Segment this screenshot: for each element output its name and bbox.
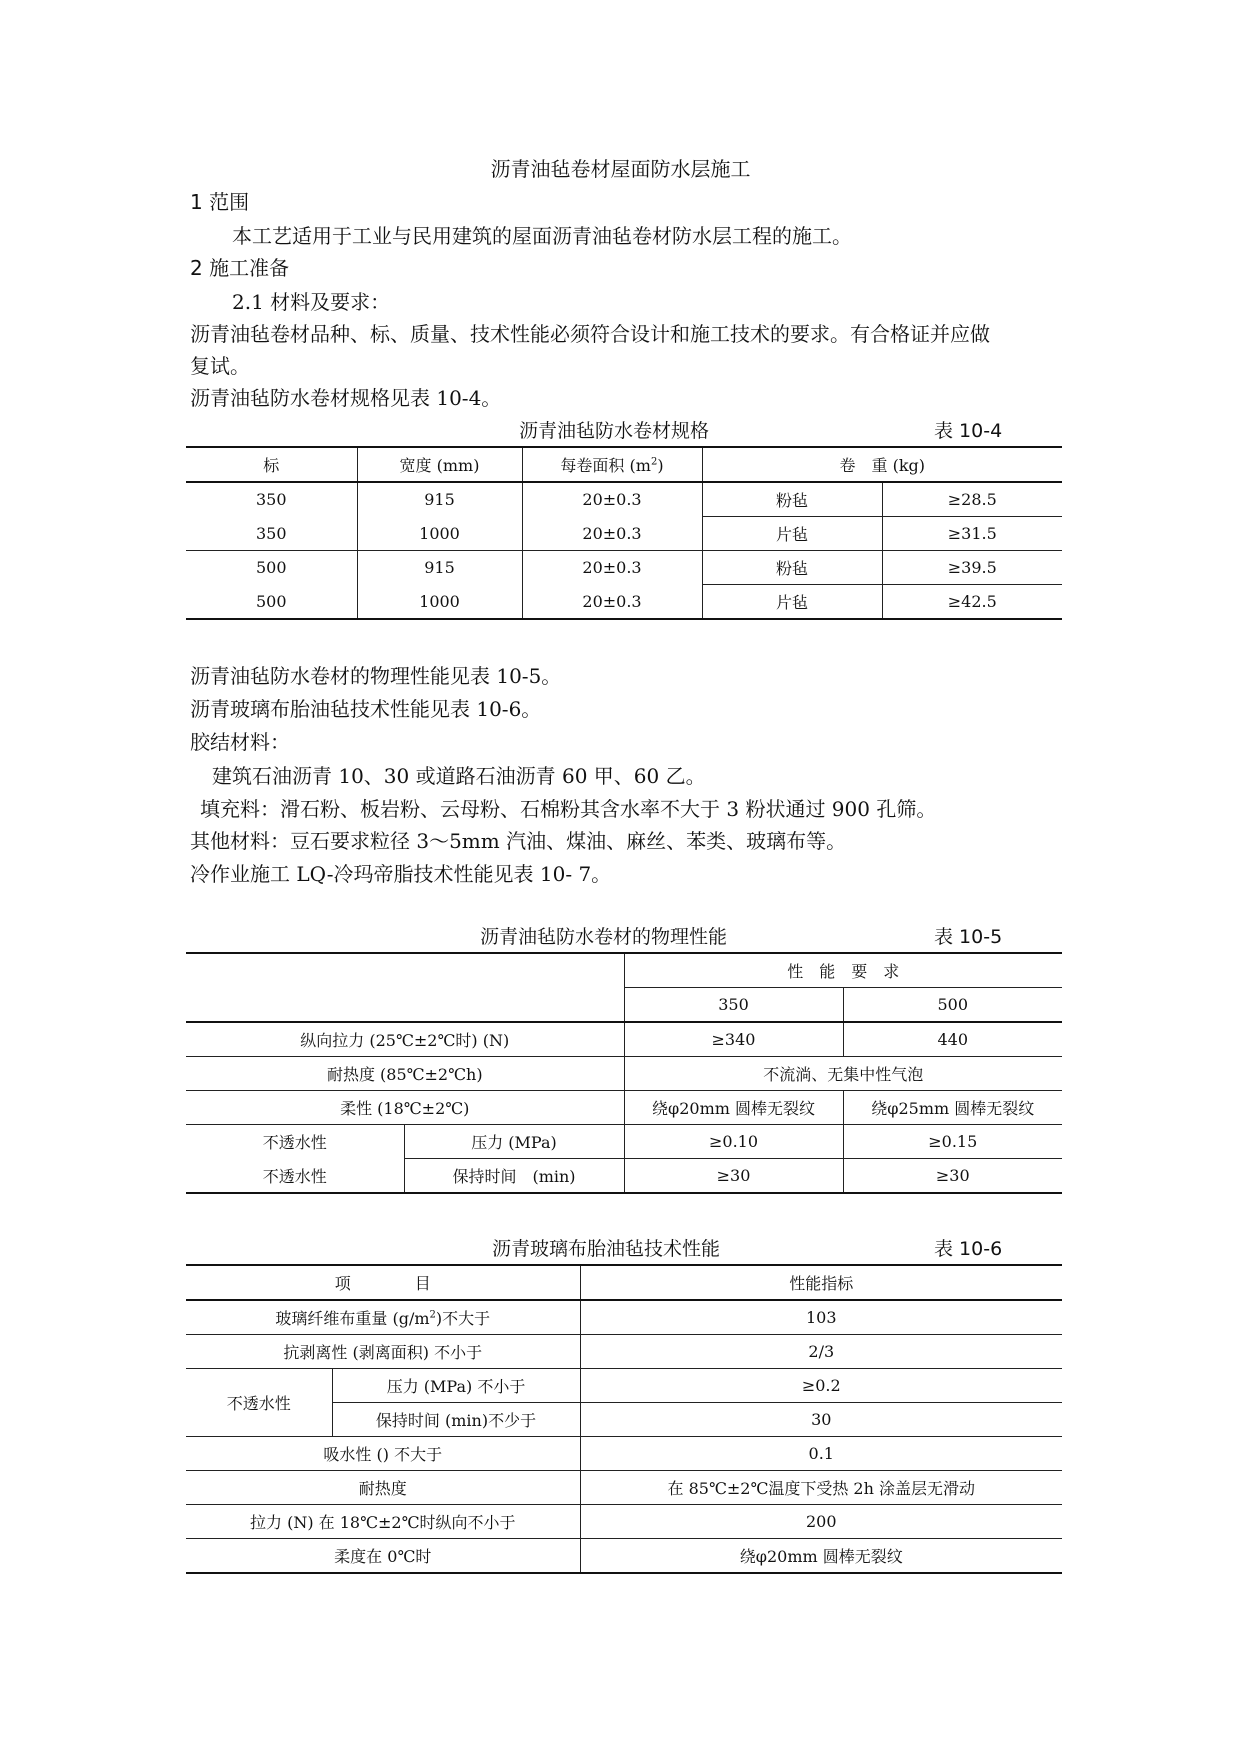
- table-cell: 915: [357, 551, 522, 585]
- table-4-caption: 沥青油毡防水卷材规格: [519, 420, 710, 442]
- header-cell: 项 目: [186, 1265, 580, 1300]
- header-cell: 标: [186, 447, 357, 482]
- table-cell: 1000: [357, 585, 522, 620]
- table-row: [186, 1300, 1062, 1335]
- table-cell: 20±0.3: [522, 585, 702, 620]
- paragraph: 沥青油毡卷材品种、标、质量、技术性能必须符合设计和施工技术的要求。有合格证并应做: [190, 322, 990, 346]
- table-row: [186, 585, 1062, 620]
- table-cell: 压力 (MPa) 不小于: [332, 1369, 580, 1403]
- table-6-number: 表 10-6: [934, 1238, 1003, 1260]
- table-cell: ≥30: [843, 1159, 1062, 1194]
- section-1-body: 本工艺适用于工业与民用建筑的屋面沥青油毡卷材防水层工程的施工。: [232, 224, 852, 248]
- paragraph: 其他材料：豆石要求粒径 3～5mm 汽油、煤油、麻丝、苯类、玻璃布等。: [190, 829, 847, 853]
- header-cell: [186, 953, 624, 1022]
- table-row: [186, 1437, 1062, 1471]
- table-6: [186, 1264, 1062, 1574]
- table-cell: ≥42.5: [882, 585, 1062, 620]
- paragraph: 复试。: [190, 354, 250, 378]
- table-5-number: 表 10-5: [934, 926, 1003, 948]
- table-cell: 不透水性: [186, 1125, 404, 1159]
- table-header-row: [186, 447, 1062, 482]
- header-cell: 性 能 要 求: [624, 953, 1062, 988]
- paragraph: 胶结材料：: [190, 730, 290, 754]
- table-row: [186, 482, 1062, 517]
- table-row: [186, 551, 1062, 585]
- table-cell: 103: [580, 1300, 1062, 1335]
- table-4-number: 表 10-4: [934, 420, 1003, 442]
- table-cell: 粉毡: [702, 551, 882, 585]
- table-cell: 吸水性 () 不大于: [186, 1437, 580, 1471]
- table-cell: 柔度在 0℃时: [186, 1539, 580, 1574]
- table-cell: 不透水性: [186, 1369, 332, 1437]
- header-cell: 性能指标: [580, 1265, 1062, 1300]
- table-cell: 在 85℃±2℃温度下受热 2h 涂盖层无滑动: [580, 1471, 1062, 1505]
- table-cell: 片毡: [702, 517, 882, 551]
- table-cell: ≥0.2: [580, 1369, 1062, 1403]
- table-cell: 2/3: [580, 1335, 1062, 1369]
- table-row: [186, 517, 1062, 551]
- table-cell: 抗剥离性 (剥离面积) 不小于: [186, 1335, 580, 1369]
- section-2-heading: 2 施工准备: [190, 256, 290, 280]
- table-cell: ≥30: [624, 1159, 843, 1194]
- header-cell: 350: [624, 988, 843, 1023]
- table-cell: 耐热度: [186, 1471, 580, 1505]
- table-5: [186, 952, 1062, 1194]
- table-row: [186, 1471, 1062, 1505]
- document-title: 沥青油毡卷材屋面防水层施工: [490, 157, 751, 181]
- table-cell: ≥31.5: [882, 517, 1062, 551]
- table-cell: 不流淌、无集中性气泡: [624, 1057, 1062, 1091]
- table-cell: 拉力 (N) 在 18℃±2℃时纵向不小于: [186, 1505, 580, 1539]
- table-cell: 绕φ20mm 圆棒无裂纹: [580, 1539, 1062, 1574]
- paragraph: 建筑石油沥青 10、30 或道路石油沥青 60 甲、60 乙。: [212, 764, 706, 788]
- table-cell: 30: [580, 1403, 1062, 1437]
- table-row: [186, 1125, 1062, 1159]
- paragraph: 沥青油毡防水卷材规格见表 10-4。: [190, 386, 502, 410]
- table-cell: 不透水性: [186, 1159, 404, 1194]
- table-cell: ≥0.10: [624, 1125, 843, 1159]
- table-cell: 500: [186, 585, 357, 620]
- table-row: [186, 1159, 1062, 1194]
- table-row: [186, 1369, 1062, 1403]
- table-cell: 保持时间 (min)不少于: [332, 1403, 580, 1437]
- section-2-1-heading: 2.1 材料及要求：: [232, 290, 391, 314]
- table-cell: 绕φ20mm 圆棒无裂纹: [624, 1091, 843, 1125]
- table-row: [186, 1022, 1062, 1057]
- table-cell: 片毡: [702, 585, 882, 620]
- table-header-row: [186, 1265, 1062, 1300]
- table-cell: 保持时间 (min): [404, 1159, 624, 1194]
- table-cell: 柔性 (18℃±2℃): [186, 1091, 624, 1125]
- table-cell: 350: [186, 482, 357, 517]
- header-cell: 500: [843, 988, 1062, 1023]
- table-cell: ≥28.5: [882, 482, 1062, 517]
- paragraph: 沥青油毡防水卷材的物理性能见表 10-5。: [190, 664, 562, 688]
- header-cell: 宽度 (mm): [357, 447, 522, 482]
- table-row: [186, 1505, 1062, 1539]
- table-cell: 20±0.3: [522, 517, 702, 551]
- table-cell: ≥39.5: [882, 551, 1062, 585]
- table-cell: 耐热度 (85℃±2℃h): [186, 1057, 624, 1091]
- table-cell: 440: [843, 1022, 1062, 1057]
- table-cell: 纵向拉力 (25℃±2℃时) (N): [186, 1022, 624, 1057]
- table-cell: 20±0.3: [522, 551, 702, 585]
- header-cell: 每卷面积 $(m^2)$: [522, 447, 702, 482]
- paragraph: 填充料：滑石粉、板岩粉、云母粉、石棉粉其含水率不大于 3 粉状通过 900 孔筛。: [200, 797, 937, 821]
- table-5-caption: 沥青油毡防水卷材的物理性能: [480, 926, 728, 948]
- table-6-caption: 沥青玻璃布胎油毡技术性能: [492, 1238, 721, 1260]
- table-row: [186, 1335, 1062, 1369]
- table-cell: 200: [580, 1505, 1062, 1539]
- table-cell: ≥340: [624, 1022, 843, 1057]
- header-cell: 卷 重 (kg): [702, 447, 1062, 482]
- table-cell: 粉毡: [702, 482, 882, 517]
- table-cell: 1000: [357, 517, 522, 551]
- table-cell: 915: [357, 482, 522, 517]
- paragraph: 冷作业施工 LQ-冷玛帝脂技术性能见表 10- 7。: [190, 862, 612, 886]
- table-row: [186, 1091, 1062, 1125]
- table-cell: 350: [186, 517, 357, 551]
- table-row: [186, 1057, 1062, 1091]
- table-cell: 压力 (MPa): [404, 1125, 624, 1159]
- paragraph: 沥青玻璃布胎油毡技术性能见表 10-6。: [190, 697, 542, 721]
- section-1-heading: 1 范围: [190, 190, 250, 214]
- table-row: [186, 1539, 1062, 1574]
- table-cell: 500: [186, 551, 357, 585]
- table-cell: ≥0.15: [843, 1125, 1062, 1159]
- table-cell: 20±0.3: [522, 482, 702, 517]
- table-cell: 玻璃纤维布重量 $(g/m^2)$不大于: [186, 1300, 580, 1335]
- table-header-row: [186, 953, 1062, 988]
- table-cell: 绕φ25mm 圆棒无裂纹: [843, 1091, 1062, 1125]
- table-4: [186, 446, 1062, 620]
- table-cell: 0.1: [580, 1437, 1062, 1471]
